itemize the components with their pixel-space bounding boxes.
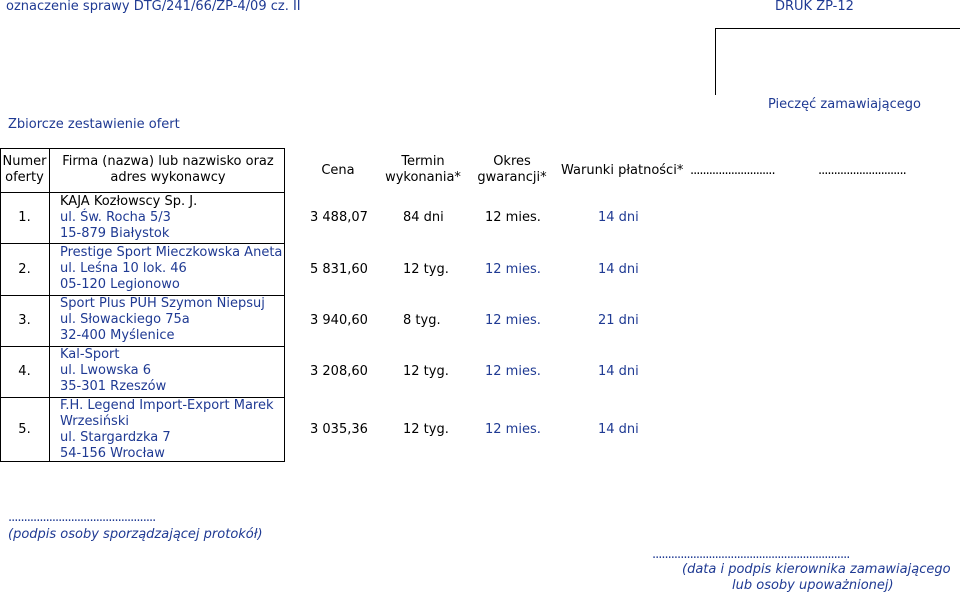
row-warranty: 12 mies. bbox=[485, 422, 541, 437]
row-price: 3 035,36 bbox=[310, 422, 368, 437]
col-header-term: Termin wykonania* bbox=[385, 154, 461, 185]
row-firm: KAJA Kozłowscy Sp. J. ul. Św. Rocha 5/3 15-879 Białystok bbox=[60, 194, 198, 241]
col-header-payment: Warunki płatności* bbox=[561, 163, 684, 178]
row-price: 3 208,60 bbox=[310, 364, 368, 379]
preparer-signature-caption: (podpis osoby sporządzającej protokół) bbox=[8, 527, 263, 542]
row-term: 84 dni bbox=[403, 210, 444, 225]
manager-signature-caption-1: (data i podpis kierownika zamawiającego bbox=[682, 562, 951, 577]
row-firm: Prestige Sport Mieczkowska Aneta ul. Leśna 10 lok. 46 05-120 Legionowo bbox=[60, 245, 283, 292]
row-warranty: 12 mies. bbox=[485, 313, 541, 328]
row-firm: Kal-Sport ul. Lwowska 6 35-301 Rzeszów bbox=[60, 347, 167, 394]
col-header-price: Cena bbox=[321, 163, 355, 178]
row-payment: 14 dni bbox=[598, 210, 639, 225]
col-header-firm: Firma (nazwa) lub nazwisko oraz adres wykonawcy bbox=[62, 154, 274, 185]
form-code: DRUK ZP-12 bbox=[775, 0, 854, 14]
col-header-extra-1: ........................... bbox=[690, 163, 775, 178]
page-title: Zbiorcze zestawienie ofert bbox=[8, 117, 180, 132]
row-term: 12 tyg. bbox=[403, 422, 449, 437]
row-term: 12 tyg. bbox=[403, 262, 449, 277]
row-payment: 21 dni bbox=[598, 313, 639, 328]
row-term: 12 tyg. bbox=[403, 364, 449, 379]
row-payment: 14 dni bbox=[598, 262, 639, 277]
row-number: 3. bbox=[18, 313, 31, 328]
stamp-box bbox=[715, 28, 960, 95]
preparer-signature-line: ............................................... bbox=[8, 510, 156, 525]
row-firm: Sport Plus PUH Szymon Niepsuj ul. Słowackiego 75a 32-400 Myślenice bbox=[60, 296, 265, 343]
row-price: 3 488,07 bbox=[310, 210, 368, 225]
case-reference: oznaczenie sprawy DTG/241/66/ZP-4/09 cz. II bbox=[6, 0, 301, 14]
row-warranty: 12 mies. bbox=[485, 364, 541, 379]
row-warranty: 12 mies. bbox=[485, 262, 541, 277]
offers-table bbox=[0, 148, 960, 462]
row-payment: 14 dni bbox=[598, 364, 639, 379]
manager-signature-caption-2: lub osoby upoważnionej) bbox=[732, 578, 894, 593]
row-number: 4. bbox=[18, 364, 31, 379]
col-header-warranty: Okres gwarancji* bbox=[477, 154, 547, 185]
row-price: 5 831,60 bbox=[310, 262, 368, 277]
row-number: 5. bbox=[18, 422, 31, 437]
row-payment: 14 dni bbox=[598, 422, 639, 437]
row-firm: F.H. Legend Import-Export Marek Wrzesiński ul. Stargardzka 7 54-156 Wrocław bbox=[60, 398, 274, 461]
manager-signature-line: ............................................................... bbox=[652, 547, 850, 562]
col-header-extra-2: ............................ bbox=[818, 163, 906, 178]
row-number: 2. bbox=[18, 262, 31, 277]
row-warranty: 12 mies. bbox=[485, 210, 541, 225]
row-price: 3 940,60 bbox=[310, 313, 368, 328]
row-number: 1. bbox=[18, 210, 31, 225]
stamp-label: Pieczęć zamawiającego bbox=[768, 97, 921, 112]
col-header-number: Numer oferty bbox=[2, 154, 47, 185]
row-term: 8 tyg. bbox=[403, 313, 441, 328]
